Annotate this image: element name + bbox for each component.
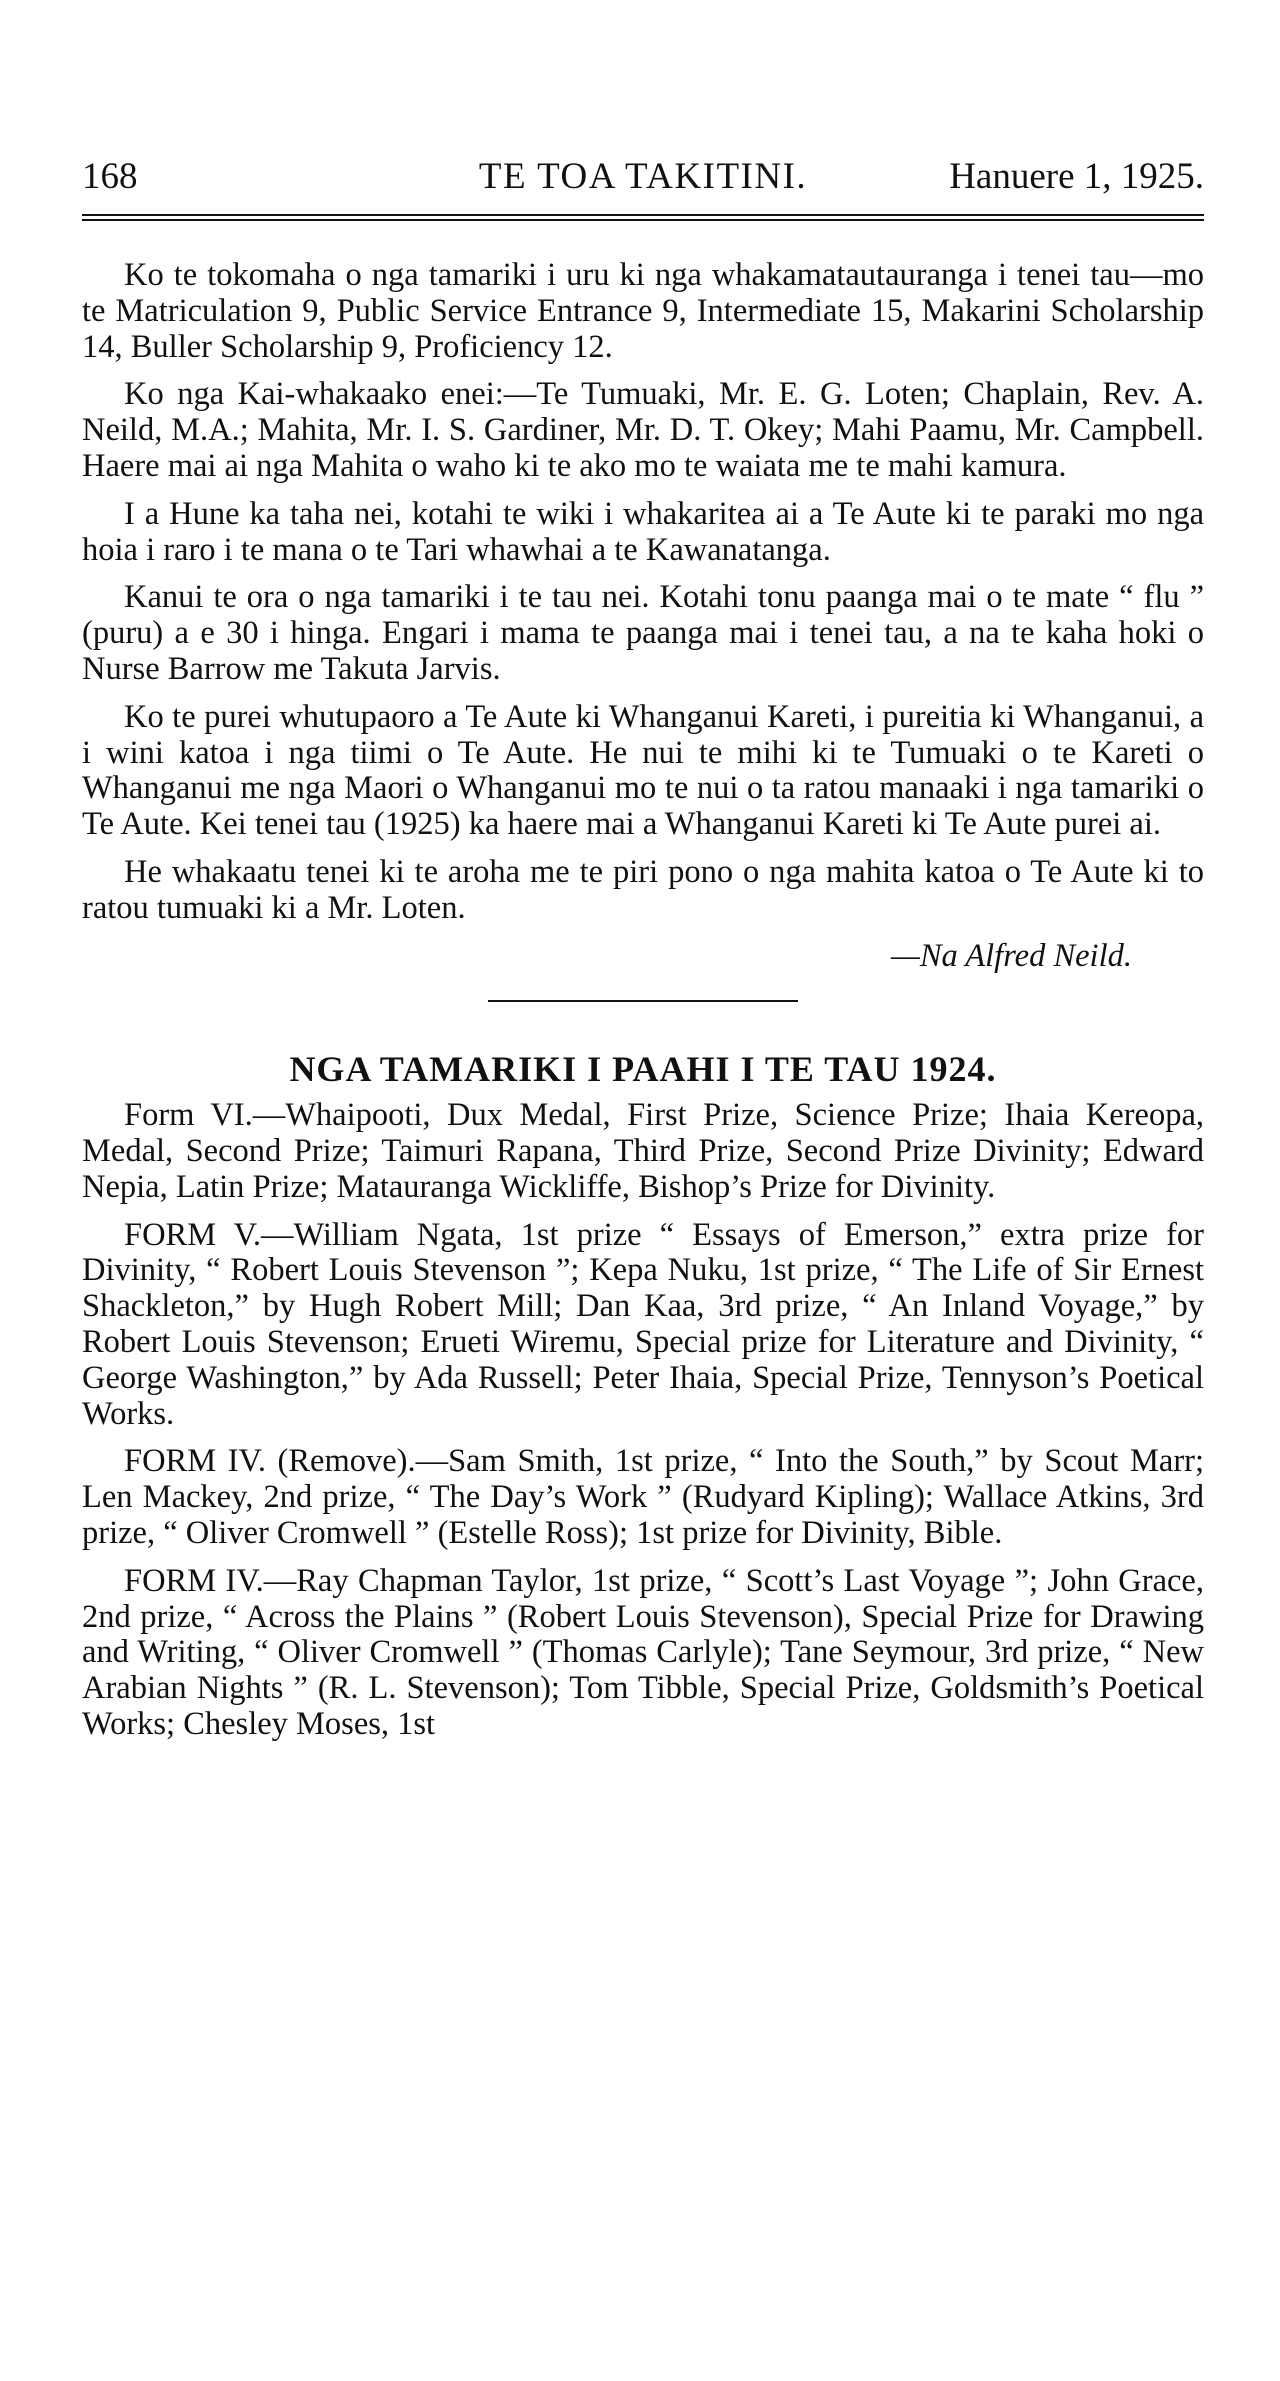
article-paragraph: He whakaatu tenei ki te aroha me te piri pono o nga mahita katoa o Te Aute ki to ratou tumuaki ki a Mr. Loten.: [82, 853, 1204, 926]
prize-paragraph: FORM V.—William Ngata, 1st prize “ Essays of Emerson,” extra prize for Divinity, “ Robert Louis Stevenson ”; Kepa Nuku, 1st prize, “ The Life of Sir Ernest Shackleton,” by Hugh Robert Mill; Dan Kaa, 3rd prize, “ An Inland Voyage,” by Robert Louis Stevenson; Erueti Wiremu, Special prize for Literature and Divinity, “ George Washington,” by Ada Russell; Peter Ihaia, Special Prize, Tennyson’s Poetical Works.: [82, 1216, 1204, 1432]
page-number: 168: [82, 156, 138, 197]
issue-date: Hanuere 1, 1925.: [949, 156, 1204, 197]
article-paragraph: Ko nga Kai-whakaako enei:—Te Tumuaki, Mr. E. G. Loten; Chaplain, Rev. A. Neild, M.A.; Mahita, Mr. I. S. Gardiner, Mr. D. T. Okey; Mahi Paamu, Mr. Campbell. Haere mai ai nga Mahita o waho ki te ako mo te waiata me te mahi kamura.: [82, 376, 1204, 484]
article-section: [82, 258, 1204, 974]
author-signature: —Na Alfred Neild.: [890, 937, 1132, 974]
prizes-section: [82, 1049, 1204, 1742]
prize-paragraph: Form VI.—Whaipooti, Dux Medal, First Prize, Science Prize; Ihaia Kereopa, Medal, Second Prize; Taimuri Rapana, Third Prize, Second Prize Divinity; Edward Nepia, Latin Prize; Matauranga Wickliffe, Bishop’s Prize for Divinity.: [82, 1097, 1204, 1205]
section-heading: NGA TAMARIKI I PAAHI I TE TAU 1924.: [289, 1049, 997, 1090]
header-double-rule: [82, 214, 1204, 221]
article-paragraph: Ko te tokomaha o nga tamariki i uru ki nga whakamatautauranga i tenei tau—mo te Matriculation 9, Public Service Entrance 9, Intermediate 15, Makarini Scholarship 14, Buller Scholarship 9, Proficiency 12.: [82, 257, 1204, 365]
page-body: [82, 258, 1204, 1755]
article-paragraph: Ko te purei whutupaoro a Te Aute ki Whanganui Kareti, i pureitia ki Whanganui, a i wini katoa i nga tiimi o Te Aute. He nui te mihi ki te Tumuaki o te Kareti o Whanganui me nga Maori o Whanganui mo te nui o ta ratou manaaki i nga tamariki o Te Aute. Kei tenei tau (1925) ka haere mai a Whanganui Kareti ki Te Aute purei ai.: [82, 698, 1204, 843]
prize-paragraph: FORM IV.—Ray Chapman Taylor, 1st prize, “ Scott’s Last Voyage ”; John Grace, 2nd prize, “ Across the Plains ” (Robert Louis Stevenson), Special Prize for Drawing and Writing, “ Oliver Cromwell ” (Thomas Carlyle); Tane Seymour, 3rd prize, “ New Arabian Nights ” (R. L. Stevenson); Tom Tibble, Special Prize, Goldsmith’s Poetical Works; Chesley Moses, 1st: [82, 1562, 1204, 1742]
article-paragraph: Kanui te ora o nga tamariki i te tau nei. Kotahi tonu paanga mai o te mate “ flu ” (puru) a e 30 i hinga. Engari i mama te paanga mai i tenei tau, a na te kaha hoki o Nurse Barrow me Takuta Jarvis.: [82, 579, 1204, 687]
section-divider: [488, 1000, 798, 1002]
article-paragraph: I a Hune ka taha nei, kotahi te wiki i whakaritea ai a Te Aute ki te paraki mo nga hoia i raro i te mana o te Tari whawhai a te Kawanatanga.: [82, 495, 1204, 568]
running-header: [82, 150, 1204, 204]
prize-paragraph: FORM IV. (Remove).—Sam Smith, 1st prize, “ Into the South,” by Scout Marr; Len Mackey, 2nd prize, “ The Day’s Work ” (Rudyard Kipling); Wallace Atkins, 3rd prize, “ Oliver Cromwell ” (Estelle Ross); 1st prize for Divinity, Bible.: [82, 1443, 1204, 1551]
publication-title: TE TOA TAKITINI.: [478, 156, 808, 197]
